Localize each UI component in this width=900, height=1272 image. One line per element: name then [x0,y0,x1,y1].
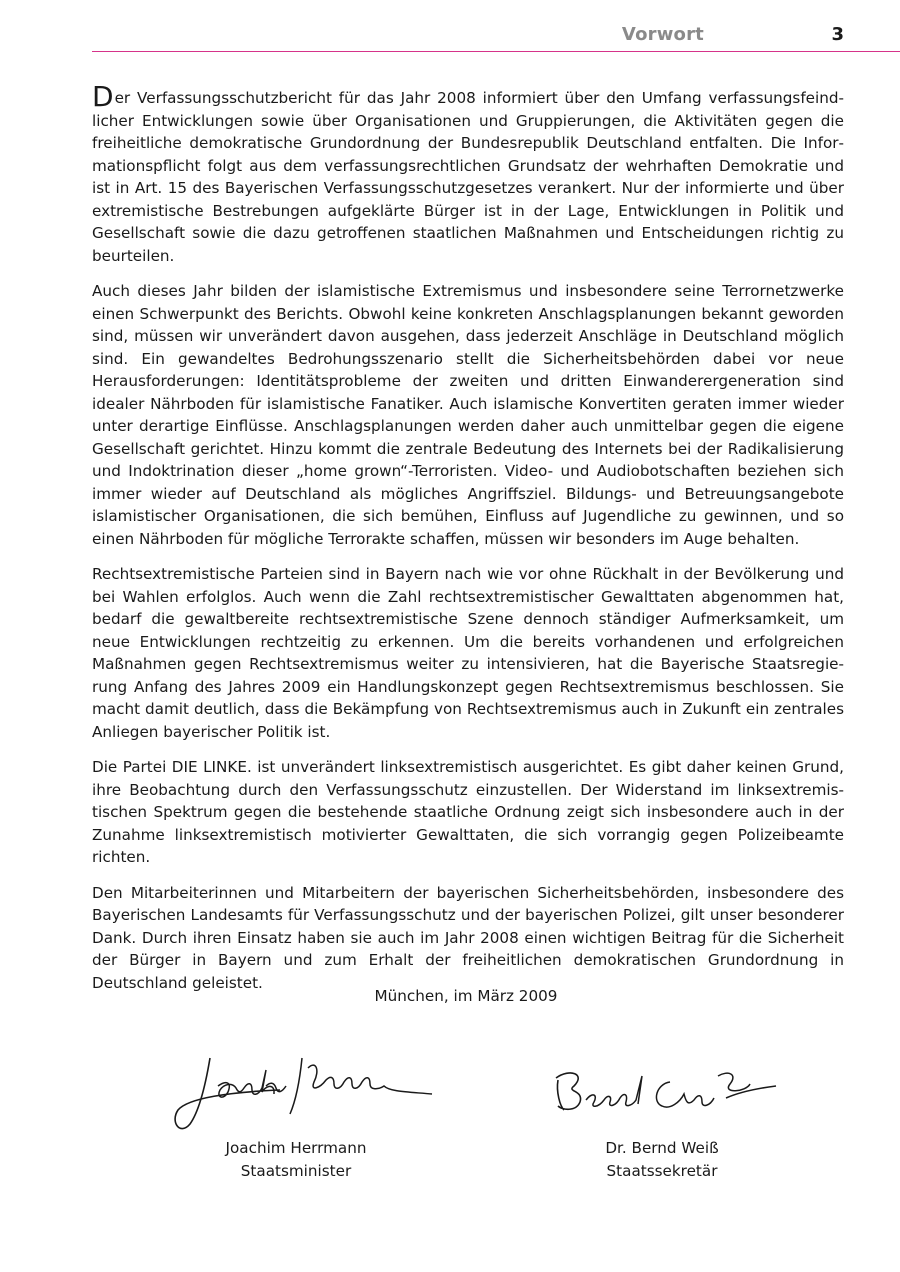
signer-title: Staatssekretär [606,1162,718,1180]
signer-name: Dr. Bernd Weiß [605,1139,719,1157]
signature-herrmann [170,1052,440,1142]
section-title: Vorwort [621,24,704,45]
signature-weiss [550,1062,780,1122]
signer-herrmann [166,1137,426,1183]
signer-title: Staatsminister [240,1162,352,1180]
paragraph-2: Auch dieses Jahr bilden der islamistische Extremismus und insbesondere seine Terrornetzwerke einen Schwerpunkt des Berichts. Obwohl keine konkreten Anschlagsplanungen bekannt geworden sind, müssen wir unverändert davon ausgehen, dass jederzeit Anschläge in Deutschland möglich sind. Ein gewandeltes Bedrohungsszenario stellt die Sicherheitsbehörden dabei vor neue Herausforderungen: Identitätsprobleme der zweiten und dritten Einwanderergeneration sind idealer Nährboden für islamistische Fanatiker. Auch islamische Konvertiten geraten immer wieder unter derartige Einflüsse. Anschlagsplanungen werden daher auch unmittelbar gegen die eigene Gesellschaft gerichtet. Hinzu kommt die zentrale Bedeutung des Internets bei der Radikalisierung und Indoktrination dieser „home grown“-Terroristen. Video- und Audiobotschaften beziehen sich immer wieder auf Deutschland als mögliches Angriffsziel. Bildungs- und Betreuungsangebote islamistischer Organisationen, die sich bemühen, Einfluss auf Jugendliche zu gewinnen, und so einen Nährboden für mögliche Terrorakte schaffen, müssen wir besonders im Auge behalten. [92,282,844,548]
page-number: 3 [831,24,844,45]
header-rule [92,51,900,52]
paragraph-3: Rechtsextremistische Parteien sind in Bayern nach wie vor ohne Rückhalt in der Bevölkerung und bei Wahlen erfolglos. Auch wenn die Zahl rechtsextremistischer Gewalttaten abgenommen hat, bedarf die gewaltbereite rechtsextremistische Szene dennoch ständiger Aufmerksamkeit, um neue Entwicklungen rechtzeitig zu erkennen. Um die bereits vorhandenen und erfolgreichen Maßnahmen gegen Rechtsextremismus weiter zu intensivieren, hat die Bayerische Staatsregierung Anfang des Jahres 2009 ein Handlungskonzept gegen Rechtsextremismus beschlossen. Sie macht damit deutlich, dass die Bekämpfung von Rechtsextremismus auch in Zukunft ein zentrales Anliegen bayerischer Politik ist. [92,565,844,741]
foreword-body [92,80,844,1007]
page-header [92,22,844,50]
signer-name: Joachim Herrmann [225,1139,367,1157]
paragraph-4: Die Partei DIE LINKE. ist unverändert linksextremistisch ausgerichtet. Es gibt daher keinen Grund, ihre Beobachtung durch den Verfassungsschutz einzustellen. Der Widerstand im linksextremistischen Spektrum gegen die bestehende staatliche Ordnung zeigt sich insbesondere auch in der Zunahme linksextremistisch motivierter Gewalttaten, die sich vorrangig gegen Polizeibeamte richten. [92,758,844,866]
place-date: München, im März 2009 [374,987,558,1005]
paragraph-5: Den Mitarbeiterinnen und Mitarbeitern der bayerischen Sicherheitsbehörden, insbesondere des Bayerischen Landesamts für Verfassungsschutz und der bayerischen Polizei, gilt unser besonderer Dank. Durch ihren Einsatz haben sie auch im Jahr 2008 einen wichtigen Beitrag für die Sicherheit der Bürger in Bayern und zum Erhalt der freiheitlichen demokratischen Grundordnung in Deutschland geleistet. [92,883,844,992]
paragraph-1 [92,80,844,267]
paragraph-1-text: er Verfassungsschutzbericht für das Jahr 2008 informiert über den Umfang verfassungsfeindlicher Entwicklungen sowie über Organisationen und Gruppierungen, die Aktivitäten gegen die freiheitliche demokratische Grundordnung der Bundesrepublik Deutschland entfalten. Die Informationspflicht folgt aus dem verfassungsrechtlichen Grundsatz der wehrhaften Demokratie und ist in Art. 15 des Bayerischen Verfassungsschutzgesetzes verankert. Nur der informierte und über extremistische Bestrebungen aufgeklärte Bürger ist in der Lage, Entwicklungen in Politik und Gesellschaft sowie die dazu getroffenen staatlichen Maßnahmen und Entscheidungen richtig zu beurteilen. [92,89,844,265]
signer-weiss [532,1137,792,1183]
drop-cap: D [92,80,114,113]
